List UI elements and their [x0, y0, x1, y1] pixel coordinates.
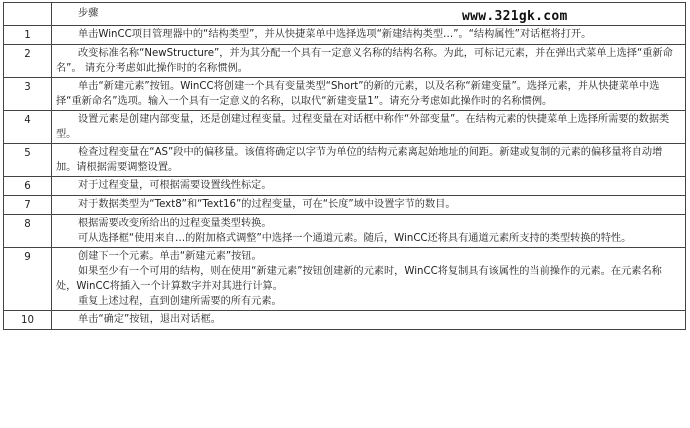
step-number: 8 [4, 215, 52, 248]
step-paragraph: 根据需要改变所给出的过程变量类型转换。 [78, 218, 272, 229]
table-row [4, 248, 686, 311]
step-number: 2 [4, 45, 52, 78]
step-description [52, 177, 686, 196]
step-paragraph: 如果至少有一个可用的结构，则在使用“新建元素”按钮创建新的元素时，WinCC将复制具有该属性的当前操作的元素。在元素名称处，WinCC将插入一个计算数字并对其进行计算。 [56, 266, 662, 292]
step-number: 1 [4, 26, 52, 45]
table-row [4, 26, 686, 45]
step-paragraph: 创建下一个元素。单击“新建元素”按钮。 [78, 251, 262, 262]
step-description [52, 111, 686, 144]
table-row [4, 78, 686, 111]
step-description [52, 144, 686, 177]
header-num-cell [4, 3, 52, 26]
table-row [4, 311, 686, 330]
step-paragraph: 检查过程变量在“AS”段中的偏移量。该值将确定以字节为单位的结构元素离起始地址的间距。新建或复制的元素的偏移量将自动增加。请根据需要调整设置。 [56, 147, 663, 173]
step-paragraph: 单击WinCC项目管理器中的“结构类型”，并从快捷菜单中选择选项“新建结构类型…”。“结构属性”对话框将打开。 [78, 29, 592, 40]
table-row [4, 196, 686, 215]
step-paragraph: 可从选择框“使用来自…的附加格式调整”中选择一个通道元素。随后，WinCC还将具有通道元素所支持的类型转换的特性。 [78, 233, 632, 244]
step-number: 3 [4, 78, 52, 111]
step-paragraph: 改变标准名称“NewStructure”，并为其分配一个具有一定意义名称的结构名称。为此，可标记元素，并在弹出式菜单上选择“重新命名”。 请充分考虑如此操作时的名称惯例。 [56, 48, 673, 74]
header-row [4, 3, 686, 26]
step-description [52, 311, 686, 330]
step-description [52, 26, 686, 45]
step-paragraph: 对于过程变量，可根据需要设置线性标定。 [78, 180, 272, 191]
step-description [52, 78, 686, 111]
table-row [4, 111, 686, 144]
steps-table [3, 2, 686, 330]
table-row [4, 215, 686, 248]
step-paragraph: 重复上述过程，直到创建所需要的所有元素。 [78, 296, 282, 307]
table-row [4, 177, 686, 196]
header-step-cell [52, 3, 686, 26]
step-number: 6 [4, 177, 52, 196]
table-row [4, 45, 686, 78]
step-number: 4 [4, 111, 52, 144]
step-description [52, 215, 686, 248]
step-description [52, 196, 686, 215]
table-row [4, 144, 686, 177]
step-paragraph: 设置元素是创建内部变量，还是创建过程变量。过程变量在对话框中称作“外部变量”。在结构元素的快捷菜单上选择所需要的数据类型。 [56, 114, 670, 140]
watermark-text: www.321gk.com [462, 9, 568, 24]
step-number: 7 [4, 196, 52, 215]
header-step-label: 步骤 [78, 8, 99, 19]
step-number: 5 [4, 144, 52, 177]
step-paragraph: 单击“新建元素”按钮。WinCC将创建一个具有变量类型“Short”的新的元素，以及名称“新建变量”。选择元素，并从快捷菜单中选择“重新命名”选项。输入一个具有一定意义的名称，以取代“新建变量1”。请充分考虑如此操作时的名称惯例。 [56, 81, 660, 107]
step-description [52, 248, 686, 311]
step-description [52, 45, 686, 78]
step-paragraph: 单击“确定”按钮，退出对话框。 [78, 314, 221, 325]
step-number: 9 [4, 248, 52, 311]
step-paragraph: 对于数据类型为“Text8”和“Text16”的过程变量，可在“长度”域中设置字节的数目。 [78, 199, 456, 210]
step-number: 10 [4, 311, 52, 330]
